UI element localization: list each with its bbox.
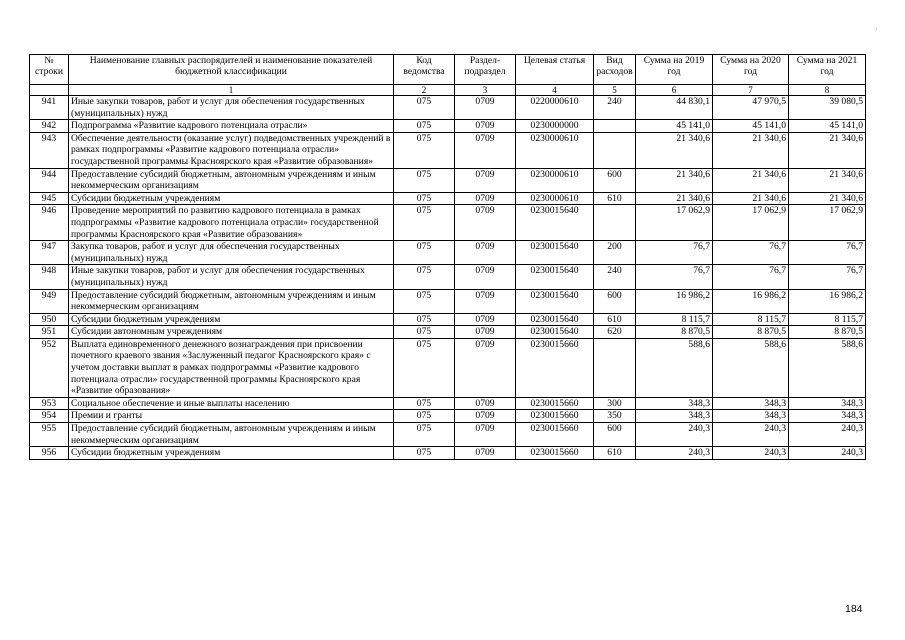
- row-target-code: 0230015660: [516, 447, 594, 460]
- row-section-code: 0709: [455, 410, 516, 423]
- table-row: [30, 96, 866, 120]
- header-row: [30, 55, 866, 85]
- header-sum-2020: Сумма на 2020 год: [713, 55, 789, 85]
- row-number: 947: [30, 241, 69, 265]
- row-name: Выплата единовременного денежного вознаграждения при присвоении почетного краевого звания «Заслуженный педагог Красноярского края» с учетом доставки выплат в рамках подпрограммы «Развитие кадрового потенциала отрасли» государственной программы Красноярского края «Развитие образования»: [69, 338, 394, 397]
- column-number: 4: [516, 85, 594, 96]
- row-name: Иные закупки товаров, работ и услуг для обеспечения государственных (муниципальных) нужд: [69, 96, 394, 120]
- row-target-code: 0230000610: [516, 168, 594, 192]
- row-target-code: 0230015640: [516, 265, 594, 289]
- row-dept-code: 075: [394, 289, 455, 313]
- row-number: 952: [30, 338, 69, 397]
- table-row: [30, 423, 866, 447]
- row-sum-2021: 348,3: [789, 410, 866, 423]
- row-section-code: 0709: [455, 397, 516, 410]
- row-name: Предоставление субсидий бюджетным, автономным учреждениям и иным некоммерческим организациям: [69, 423, 394, 447]
- column-number: 1: [69, 85, 394, 96]
- row-number: 942: [30, 120, 69, 133]
- row-number: 956: [30, 447, 69, 460]
- row-dept-code: 075: [394, 423, 455, 447]
- row-sum-2020: 16 986,2: [713, 289, 789, 313]
- table-row: [30, 265, 866, 289]
- row-sum-2020: 240,3: [713, 447, 789, 460]
- row-sum-2019: 21 340,6: [636, 168, 713, 192]
- row-dept-code: 075: [394, 96, 455, 120]
- row-expense-type: 620: [594, 326, 636, 339]
- row-section-code: 0709: [455, 192, 516, 205]
- row-sum-2021: 240,3: [789, 447, 866, 460]
- row-sum-2019: 17 062,9: [636, 205, 713, 241]
- table-row: [30, 192, 866, 205]
- row-section-code: 0709: [455, 326, 516, 339]
- row-sum-2021: 76,7: [789, 241, 866, 265]
- row-name: Обеспечение деятельности (оказание услуг) подведомственных учреждений в рамках подпрограммы «Развитие кадрового потенциала отрасли» государственной программы Красноярского края «Развитие образования»: [69, 132, 394, 168]
- row-dept-code: 075: [394, 205, 455, 241]
- row-dept-code: 075: [394, 447, 455, 460]
- row-sum-2020: 348,3: [713, 397, 789, 410]
- row-section-code: 0709: [455, 313, 516, 326]
- header-sum-2021: Сумма на 2021 год: [789, 55, 866, 85]
- row-expense-type: 240: [594, 96, 636, 120]
- row-sum-2020: 45 141,0: [713, 120, 789, 133]
- row-target-code: 0220000610: [516, 96, 594, 120]
- row-sum-2021: 21 340,6: [789, 168, 866, 192]
- row-number: 941: [30, 96, 69, 120]
- budget-table: [29, 54, 866, 460]
- row-sum-2021: 76,7: [789, 265, 866, 289]
- row-number: 950: [30, 313, 69, 326]
- row-dept-code: 075: [394, 120, 455, 133]
- row-sum-2019: 348,3: [636, 410, 713, 423]
- column-number: 7: [713, 85, 789, 96]
- row-sum-2021: 45 141,0: [789, 120, 866, 133]
- row-expense-type: [594, 132, 636, 168]
- row-expense-type: [594, 120, 636, 133]
- row-sum-2021: 8 115,7: [789, 313, 866, 326]
- row-dept-code: 075: [394, 397, 455, 410]
- row-name: Субсидии бюджетным учреждениям: [69, 447, 394, 460]
- row-sum-2020: 21 340,6: [713, 132, 789, 168]
- row-sum-2021: 21 340,6: [789, 192, 866, 205]
- table-row: [30, 168, 866, 192]
- header-exptype: Вид расходов: [594, 55, 636, 85]
- row-name: Премии и гранты: [69, 410, 394, 423]
- row-target-code: 0230015640: [516, 289, 594, 313]
- row-sum-2019: 16 986,2: [636, 289, 713, 313]
- row-sum-2020: 240,3: [713, 423, 789, 447]
- row-target-code: 0230015640: [516, 241, 594, 265]
- row-sum-2020: 76,7: [713, 265, 789, 289]
- column-number: 3: [455, 85, 516, 96]
- row-number: 945: [30, 192, 69, 205]
- row-expense-type: 610: [594, 447, 636, 460]
- row-dept-code: 075: [394, 132, 455, 168]
- row-expense-type: 350: [594, 410, 636, 423]
- column-number: 5: [594, 85, 636, 96]
- row-expense-type: 600: [594, 423, 636, 447]
- column-number: [30, 85, 69, 96]
- row-section-code: 0709: [455, 338, 516, 397]
- header-name: Наименование главных распорядителей и наименование показателей бюджетной классификации: [69, 55, 394, 85]
- row-number: 954: [30, 410, 69, 423]
- row-number: 944: [30, 168, 69, 192]
- header-section: Раздел-подраздел: [455, 55, 516, 85]
- row-name: Иные закупки товаров, работ и услуг для обеспечения государственных (муниципальных) нужд: [69, 265, 394, 289]
- row-expense-type: 200: [594, 241, 636, 265]
- row-section-code: 0709: [455, 120, 516, 133]
- row-sum-2020: 21 340,6: [713, 168, 789, 192]
- row-section-code: 0709: [455, 132, 516, 168]
- column-number: 2: [394, 85, 455, 96]
- row-dept-code: 075: [394, 338, 455, 397]
- row-section-code: 0709: [455, 423, 516, 447]
- row-sum-2019: 76,7: [636, 265, 713, 289]
- row-sum-2021: 588,6: [789, 338, 866, 397]
- row-target-code: 0230015660: [516, 397, 594, 410]
- table-row: [30, 410, 866, 423]
- table-row: [30, 326, 866, 339]
- row-sum-2020: 17 062,9: [713, 205, 789, 241]
- row-sum-2020: 21 340,6: [713, 192, 789, 205]
- row-sum-2020: 348,3: [713, 410, 789, 423]
- table-row: [30, 132, 866, 168]
- row-section-code: 0709: [455, 205, 516, 241]
- column-number: 6: [636, 85, 713, 96]
- row-sum-2021: 21 340,6: [789, 132, 866, 168]
- row-dept-code: 075: [394, 192, 455, 205]
- row-sum-2019: 588,6: [636, 338, 713, 397]
- row-section-code: 0709: [455, 265, 516, 289]
- row-sum-2019: 45 141,0: [636, 120, 713, 133]
- table-row: [30, 313, 866, 326]
- row-dept-code: 075: [394, 265, 455, 289]
- row-section-code: 0709: [455, 168, 516, 192]
- row-number: 948: [30, 265, 69, 289]
- row-target-code: 0230015640: [516, 313, 594, 326]
- row-section-code: 0709: [455, 289, 516, 313]
- row-section-code: 0709: [455, 447, 516, 460]
- row-target-code: 0230015640: [516, 326, 594, 339]
- row-expense-type: 610: [594, 192, 636, 205]
- table-row: [30, 205, 866, 241]
- column-number-row: [30, 85, 866, 96]
- row-name: Субсидии бюджетным учреждениям: [69, 313, 394, 326]
- table-row: [30, 289, 866, 313]
- row-name: Подпрограмма «Развитие кадрового потенциала отрасли»: [69, 120, 394, 133]
- row-target-code: 0230015660: [516, 338, 594, 397]
- header-target: Целевая статья: [516, 55, 594, 85]
- column-number: 8: [789, 85, 866, 96]
- row-sum-2020: 8 115,7: [713, 313, 789, 326]
- row-sum-2019: 8 870,5: [636, 326, 713, 339]
- row-sum-2021: 8 870,5: [789, 326, 866, 339]
- row-expense-type: 240: [594, 265, 636, 289]
- header-num: № строки: [30, 55, 69, 85]
- row-sum-2019: 348,3: [636, 397, 713, 410]
- row-sum-2020: 8 870,5: [713, 326, 789, 339]
- row-number: 949: [30, 289, 69, 313]
- row-name: Социальное обеспечение и иные выплаты населению: [69, 397, 394, 410]
- row-dept-code: 075: [394, 410, 455, 423]
- row-sum-2021: 240,3: [789, 423, 866, 447]
- row-number: 953: [30, 397, 69, 410]
- row-number: 951: [30, 326, 69, 339]
- page-number: 184: [845, 603, 863, 615]
- row-expense-type: 600: [594, 168, 636, 192]
- row-section-code: 0709: [455, 241, 516, 265]
- row-expense-type: 600: [594, 289, 636, 313]
- row-sum-2019: 240,3: [636, 423, 713, 447]
- row-name: Закупка товаров, работ и услуг для обеспечения государственных (муниципальных) нужд: [69, 241, 394, 265]
- row-sum-2019: 44 830,1: [636, 96, 713, 120]
- row-name: Проведение мероприятий по развитию кадрового потенциала в рамках подпрограммы «Развитие кадрового потенциала отрасли» государственной программы Красноярского края «Развитие образования»: [69, 205, 394, 241]
- row-sum-2021: 17 062,9: [789, 205, 866, 241]
- row-sum-2021: 16 986,2: [789, 289, 866, 313]
- row-sum-2020: 47 970,5: [713, 96, 789, 120]
- row-sum-2021: 348,3: [789, 397, 866, 410]
- header-dept: Код ведомства: [394, 55, 455, 85]
- row-dept-code: 075: [394, 326, 455, 339]
- row-target-code: 0230015660: [516, 423, 594, 447]
- row-target-code: 0230000610: [516, 192, 594, 205]
- row-number: 955: [30, 423, 69, 447]
- row-sum-2021: 39 080,5: [789, 96, 866, 120]
- row-expense-type: 610: [594, 313, 636, 326]
- row-name: Предоставление субсидий бюджетным, автономным учреждениям и иным некоммерческим организациям: [69, 289, 394, 313]
- row-sum-2019: 240,3: [636, 447, 713, 460]
- row-sum-2019: 8 115,7: [636, 313, 713, 326]
- row-sum-2019: 76,7: [636, 241, 713, 265]
- row-sum-2020: 76,7: [713, 241, 789, 265]
- row-target-code: 0230000610: [516, 132, 594, 168]
- row-target-code: 0230015660: [516, 410, 594, 423]
- table-row: [30, 397, 866, 410]
- row-sum-2019: 21 340,6: [636, 192, 713, 205]
- header-sum-2019: Сумма на 2019 год: [636, 55, 713, 85]
- row-dept-code: 075: [394, 168, 455, 192]
- table-row: [30, 338, 866, 397]
- row-target-code: 0230015640: [516, 205, 594, 241]
- row-name: Субсидии автономным учреждениям: [69, 326, 394, 339]
- row-dept-code: 075: [394, 241, 455, 265]
- row-name: Предоставление субсидий бюджетным, автономным учреждениям и иным некоммерческим организациям: [69, 168, 394, 192]
- row-sum-2019: 21 340,6: [636, 132, 713, 168]
- row-section-code: 0709: [455, 96, 516, 120]
- row-expense-type: 300: [594, 397, 636, 410]
- row-number: 946: [30, 205, 69, 241]
- row-sum-2020: 588,6: [713, 338, 789, 397]
- table-row: [30, 120, 866, 133]
- row-name: Субсидии бюджетным учреждениям: [69, 192, 394, 205]
- row-expense-type: [594, 205, 636, 241]
- margin-mark: ·: [875, 25, 878, 34]
- row-dept-code: 075: [394, 313, 455, 326]
- table-row: [30, 447, 866, 460]
- row-target-code: 0230000000: [516, 120, 594, 133]
- row-number: 943: [30, 132, 69, 168]
- row-expense-type: [594, 338, 636, 397]
- table-row: [30, 241, 866, 265]
